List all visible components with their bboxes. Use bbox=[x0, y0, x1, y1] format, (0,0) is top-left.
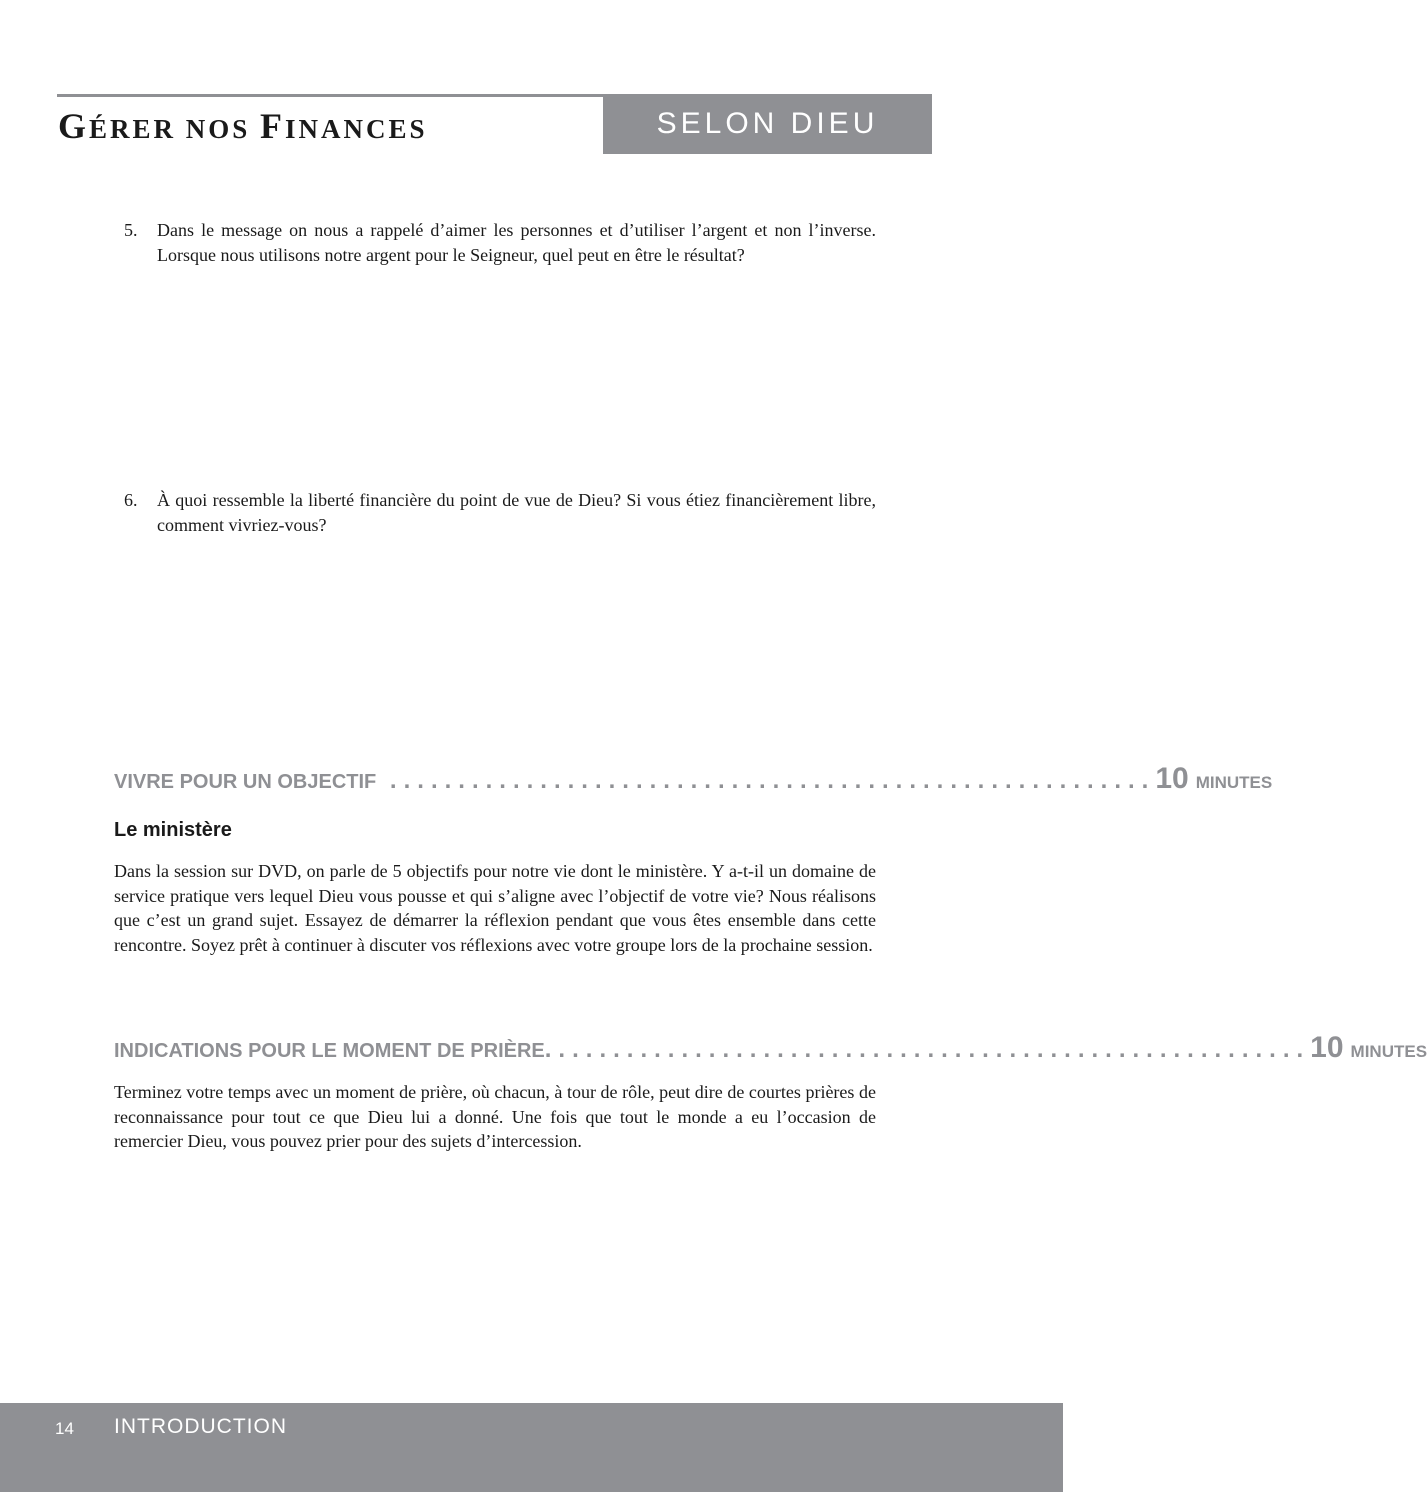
book-title-right: SELON DIEU bbox=[656, 107, 879, 140]
leader-dots: ........................................................ bbox=[376, 767, 1156, 794]
page-footer bbox=[0, 1403, 1063, 1492]
question-text: Dans le message on nous a rappelé d’aimer les personnes et d’utiliser l’argent et non l’inverse. Lorsque nous utilisons notre argent pour le Seigneur, quel peut en être le résultat? bbox=[157, 220, 876, 265]
question-5 bbox=[124, 218, 876, 267]
duration-number: 10 bbox=[1310, 1031, 1344, 1064]
paragraph-priere: Terminez votre temps avec un moment de prière, où chacun, à tour de rôle, peut dire de courtes prières de reconnaissance pour tout ce que Dieu lui a donné. Une fois que tout le monde a eu l’occasion de remercier Dieu, vous pouvez prier pour des sujets d’intercession. bbox=[114, 1082, 876, 1151]
subheading-ministere: Le ministère bbox=[114, 819, 232, 841]
section-heading-priere bbox=[114, 1031, 1427, 1065]
section-heading-objectif bbox=[114, 762, 1273, 796]
question-number: 6. bbox=[124, 490, 138, 510]
book-title: GÉRER NOS FINANCES bbox=[58, 106, 428, 146]
question-text: À quoi ressemble la liberté financière du point de vue de Dieu? Si vous étiez financièrement libre, comment vivriez-vous? bbox=[157, 490, 876, 535]
duration-number: 10 bbox=[1155, 762, 1189, 795]
header-rule bbox=[57, 94, 603, 97]
duration-unit: MINUTES bbox=[1350, 1042, 1427, 1061]
question-number: 5. bbox=[124, 220, 138, 240]
paragraph-ministere: Dans la session sur DVD, on parle de 5 objectifs pour notre vie dont le ministère. Y a-t-il un domaine de service pratique vers lequel Dieu vous pousse et qui s’aligne avec l’objectif de votre vie? Nous réalisons que c’est un grand sujet. Essayez de démarrer la réflexion pendant que vous êtes ensemble dans cette rencontre. Soyez prêt à continuer à discuter vos réflexions avec votre groupe lors de la prochaine session. bbox=[114, 861, 876, 955]
section-title: INDICATIONS POUR LE MOMENT DE PRIÈRE bbox=[114, 1040, 545, 1062]
duration-unit: MINUTES bbox=[1195, 773, 1273, 792]
section-title: VIVRE POUR UN OBJECTIF bbox=[114, 771, 377, 793]
book-title-box bbox=[603, 94, 932, 154]
leader-dots: ........................................................ bbox=[544, 1036, 1311, 1063]
footer-section-name: INTRODUCTION bbox=[114, 1415, 287, 1438]
question-6 bbox=[124, 488, 876, 537]
page-number: 14 bbox=[55, 1419, 74, 1438]
